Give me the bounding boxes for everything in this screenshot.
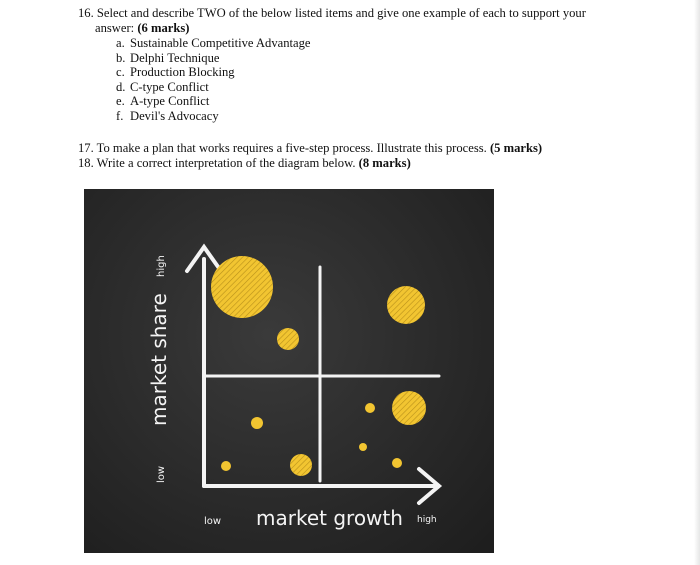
question-17-marks: (5 marks): [489, 141, 543, 155]
question-16-continued: [95, 21, 189, 36]
y-axis-high-label: high: [156, 255, 167, 277]
dot-bottom-left-3: [290, 454, 312, 476]
y-axis-low-label: low: [156, 465, 167, 483]
option-c: c. Production Blocking: [116, 65, 235, 80]
dot-bottom-right-1: [365, 403, 375, 413]
matrix-diagram: [84, 189, 494, 553]
option-f: f. Devil's Advocacy: [116, 108, 219, 123]
dot-bottom-right-4: [392, 458, 402, 468]
question-17: [78, 141, 542, 156]
page-edge-shadow: [694, 0, 700, 565]
x-axis-low-label: low: [204, 516, 222, 527]
question-17-text: 17. To make a plan that works requires a five-step process. Illustrate this process.: [78, 141, 487, 155]
dot-top-right: [387, 286, 425, 324]
question-16-line1: 16. Select and describe TWO of the below listed items and give one example of each to support your: [78, 6, 586, 20]
dot-large-top-left: [211, 256, 273, 318]
question-16: [78, 6, 586, 21]
question-18-marks: (8 marks): [358, 156, 411, 170]
dot-bottom-left-2: [221, 461, 231, 471]
option-e: e. A-type Conflict: [116, 94, 210, 109]
dot-bottom-right-2: [392, 391, 426, 425]
question-16-line2: answer:: [95, 21, 135, 35]
dot-bottom-right-3: [359, 443, 367, 451]
option-b: b. Delphi Technique: [116, 50, 220, 65]
option-a: a. Sustainable Competitive Advantage: [116, 36, 311, 50]
question-16-marks: (6 marks): [137, 21, 190, 35]
chalkboard-diagram: [84, 189, 494, 553]
question-18: [78, 156, 411, 171]
dot-small-top-left: [277, 328, 299, 350]
question-18-text: 18. Write a correct interpretation of the diagram below.: [78, 156, 356, 170]
x-axis-high-label: high: [417, 515, 437, 525]
option-d: d. C-type Conflict: [116, 79, 209, 94]
y-axis-label: market share: [147, 293, 171, 426]
dot-bottom-left-1: [251, 417, 263, 429]
question-16-options: [116, 36, 310, 124]
x-axis-label: market growth: [256, 506, 403, 530]
